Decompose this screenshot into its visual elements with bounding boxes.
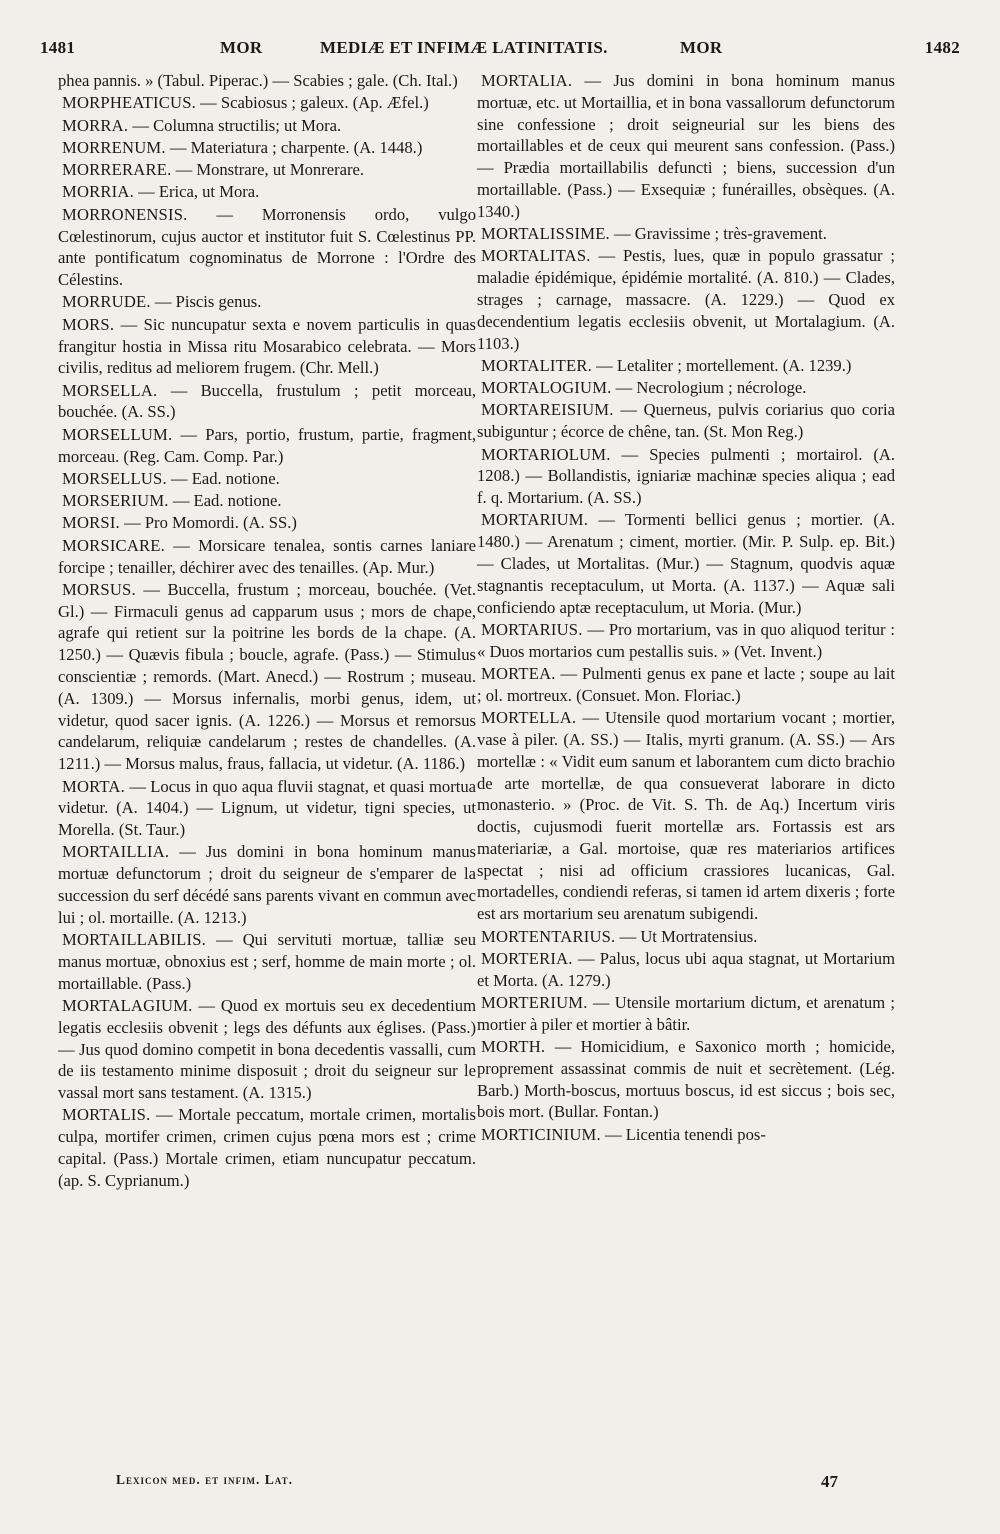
entry-definition: — Quod ex mortuis seu ex decedentium legatis ecclesiis obvenit ; legs des défunts aux églises. (Pass.) — Jus quod domino competit in bona decedentis vassalli, cum de iis testamento minime disposuit ; droit du seigneur sur le vassal mort sans testament. (A. 1315.) — [58, 995, 476, 1103]
dictionary-entry — [58, 92, 476, 114]
right-guide-word: MOR — [680, 38, 723, 57]
dictionary-entry — [477, 355, 895, 377]
entry-definition: — Species pulmenti ; mortairol. (A. 1208.) — Bollandistis, igniariæ machinæ species aliqua ; ead f. q. Mortarium. (A. SS.) — [477, 444, 895, 508]
left-page-number: 1481 — [40, 38, 76, 57]
dictionary-entry — [58, 115, 476, 137]
entry-headword: MORTALIA. — [481, 71, 573, 90]
dictionary-entry — [58, 468, 476, 490]
dictionary-entry — [477, 619, 895, 663]
dictionary-entry — [58, 380, 476, 424]
dictionary-entry — [58, 314, 476, 379]
entry-definition: — Querneus, pulvis coriarius quo coria subiguntur ; écorce de chêne, tan. (St. Mon Reg.) — [477, 400, 895, 442]
entry-headword: MORSELLA. — [62, 380, 158, 400]
entry-headword: MORTERIA. — [481, 948, 573, 968]
entry-headword: MORTALISSIME. — [481, 224, 610, 244]
right-column — [477, 70, 895, 1450]
entry-definition: — Pestis, lues, quæ in populo grassatur ; maladie épidémique, épidémie mortalité. (A. 810.) — Clades, strages ; carnage, massacre. (A. 1229.) — Quod ex decendentium legatis ecclesiis obvenit, ut Mortalagium. (A. 1103.) — [477, 246, 895, 353]
dictionary-entry — [477, 70, 895, 223]
entry-definition: — Erica, ut Mora. — [138, 182, 260, 202]
entry-definition: — Buccella, frustum ; morceau, bouchée. (Vet. Gl.) — Firmaculi genus ad capparum usus ; mors de chape, agrafe qui retient sur la poitrine les bords de la chape. (A. 1250.) — Quævis fibula ; boucle, agrafe. (Pass.) — Stimulus conscientiæ ; remords. (Mart. Anecd.) — Rostrum ; museau. (A. 1309.) — Morsus infernalis, morbi genus, idem, ut videtur, quod sacer ignis. (A. 1226.) — Morsus et remorsus candelarum, reliquiæ candelarum ; restes de chandelles. (A. 1211.) — Morsus malus, fraus, fallacia, ut videtur. (A. 1186.) — [58, 579, 476, 774]
entry-headword: MORRA. — [62, 115, 129, 135]
left-column — [58, 70, 476, 1450]
dictionary-entry — [477, 245, 895, 354]
entry-definition: — Licentia tenendi pos- — [605, 1124, 766, 1144]
dictionary-entry — [477, 1036, 895, 1123]
entry-definition: — Materiatura ; charpente. (A. 1448.) — [169, 137, 423, 157]
running-title: MEDIÆ ET INFIMÆ LATINITATIS. — [320, 38, 608, 57]
dictionary-entry — [477, 377, 895, 399]
entry-headword: MORTALITER. — [481, 355, 592, 375]
entry-headword: MORRERARE. — [62, 160, 172, 180]
entry-headword: MORTALIS. — [62, 1105, 151, 1125]
entry-headword: MORRUDE. — [62, 292, 151, 312]
entry-definition: — Pars, portio, frustum, partie, fragment, morceau. (Reg. Cam. Comp. Par.) — [58, 424, 476, 466]
entry-definition: — Ead. notione. — [170, 468, 280, 488]
entry-definition: — Mortale peccatum, mortale crimen, mortalis culpa, mortifer crimen, crimen cujus pœna mors est ; crime capital. (Pass.) Mortale crimen, etiam nuncupatur peccatum. (ap. S. Cyprianum.) — [58, 1105, 476, 1190]
entry-definition: — Tormenti bellici genus ; mortier. (A. 1480.) — Arenatum ; ciment, mortier. (Mir. P. Sulp. ep. Bit.) — Clades, ut Mortalitas. (Mur.) — Stagnum, quodvis aquæ stagnantis receptaculum, ut Morta. (A. 1137.) — Aquæ sali conficiendo aptæ receptaculum, ut Moria. (Mur.) — [477, 510, 895, 617]
entry-definition: phea pannis. » (Tabul. Piperac.) — Scabies ; gale. (Ch. Ital.) — [58, 71, 458, 90]
entry-headword: MORSI. — [62, 513, 120, 533]
dictionary-entry — [58, 535, 476, 579]
entry-headword: MORSUS. — [62, 579, 136, 599]
entry-headword: MORTARIOLUM. — [481, 444, 611, 464]
entry-headword: MORS. — [62, 314, 115, 334]
entry-headword: MORSERIUM. — [62, 491, 169, 511]
entry-headword: MORSELLUS. — [62, 468, 167, 488]
right-page-number: 1482 — [924, 38, 960, 57]
entry-definition: — Pro Momordi. (A. SS.) — [124, 513, 297, 533]
dictionary-entry — [58, 512, 476, 534]
dictionary-entry — [58, 776, 476, 841]
dictionary-entry — [58, 159, 476, 181]
entry-headword: MORSICARE. — [62, 535, 165, 555]
entry-definition: — Piscis genus. — [154, 292, 262, 312]
dictionary-entry — [477, 509, 895, 618]
entry-headword: MORPHEATICUS. — [62, 93, 196, 113]
entry-definition: — Scabiosus ; galeux. (Ap. Æfel.) — [200, 93, 429, 113]
entry-definition: — Monstrare, ut Monrerare. — [175, 160, 365, 180]
dictionary-entry — [477, 399, 895, 443]
dictionary-entry — [58, 204, 476, 291]
entry-definition: — Morsicare tenalea, sontis carnes laniare forcipe ; tenailler, déchirer avec des tenailles. (Ap. Mur.) — [58, 535, 476, 577]
entry-headword: MORTALOGIUM. — [481, 378, 612, 398]
entry-headword: MORTICINIUM. — [481, 1124, 601, 1144]
dictionary-entry — [58, 1104, 476, 1191]
entry-definition: — Morronensis ordo, vulgo Cœlestinorum, cujus auctor et institutor fuit S. Cœlestinus PP. ante pontificatum cognominatus de Morrone : l'Ordre des Célestins. — [58, 204, 476, 290]
entry-headword: MORTA. — [62, 776, 125, 796]
entry-definition: — Palus, locus ubi aqua stagnat, ut Mortarium et Morta. (A. 1279.) — [477, 948, 895, 990]
dictionary-entry — [58, 841, 476, 928]
entry-headword: MORRONENSIS. — [62, 204, 188, 224]
entry-headword: MORSELLUM. — [62, 424, 173, 444]
entry-definition: — Pro mortarium, vas in quo aliquod teritur : « Duos mortarios cum pestallis suis. » (Vet. Invent.) — [477, 619, 895, 661]
dictionary-entry — [477, 926, 895, 948]
dictionary-entry — [477, 663, 895, 707]
entry-definition: — Ead. notione. — [172, 491, 282, 511]
entry-headword: MORTALAGIUM. — [62, 995, 193, 1015]
dictionary-entry — [58, 424, 476, 468]
entry-definition: — Homicidium, e Saxonico morth ; homicide, proprement assassinat commis de nuit et secrètement. (Lég. Barb.) Morth-boscus, mortuus boscus, id est siccus ; bois sec, bois mort. (Bullar. Fontan.) — [477, 1037, 895, 1122]
entry-definition: — Utensile quod mortarium vocant ; mortier, vase à piler. (A. SS.) — Italis, myrti granum. (A. SS.) — Ars mortellæ : « Vidit eum sanum et laborantem cum dicto brachio de arte mortellæ, de qua consueverat laborare in dicto monasterio. » (Proc. de Vit. S. Th. de Aq.) Incertum viris doctis, cujusmodi fuerit mortellæ ars. Fortassis est ars materiariæ, a Gal. mortoise, quæ res materiarios artifices spectat ; nisi ad officium crassiores lucanicas, Gal. mortadelles, condiendi referas, si tamen id artem dixeris ; forte est ars mortarium seu arenatum subigendi. — [477, 708, 895, 924]
entry-headword: MORTENTARIUS. — [481, 926, 616, 946]
entry-headword: MORTH. — [481, 1037, 546, 1057]
dictionary-entry — [477, 223, 895, 245]
entry-headword: MORTARIUM. — [481, 510, 589, 530]
signature-number: 47 — [821, 1472, 838, 1491]
dictionary-entry — [477, 948, 895, 992]
entry-headword: MORRENUM. — [62, 137, 166, 157]
entry-definition: — Qui servituti mortuæ, talliæ seu manus mortuæ, obnoxius est ; serf, homme de main morte ; ol. mortaillable. (Pass.) — [58, 930, 476, 993]
entry-headword: MORTALITAS. — [481, 246, 591, 266]
page-footer — [116, 1472, 838, 1496]
entry-headword: MORTERIUM. — [481, 992, 588, 1012]
entry-definition: — Pulmenti genus ex pane et lacte ; soupe au lait ; ol. mortreux. (Consuet. Mon. Floriac.) — [477, 664, 895, 705]
entry-headword: MORTELLA. — [481, 708, 577, 728]
dictionary-entry — [58, 579, 476, 775]
dictionary-entry — [58, 137, 476, 159]
entry-definition: — Jus domini in bona hominum manus mortuæ, etc. ut Mortaillia, et in bona vassallorum defunctorum sine confessione ; droit seigneurial sur les biens des mortaillables et de ceux qui meurent sans confession. (Pass.) — Prædia mortaillabilis defuncti ; biens, succession d'un mortaillable. (Pass.) — Exsequiæ ; funérailles, obsèques. (A. 1340.) — [477, 71, 895, 221]
entry-definition: — Gravissime ; très-gravement. — [614, 224, 827, 244]
entry-definition: — Sic nuncupatur sexta e novem particulis in quas frangitur hostia in Missa ritu Mosarabico celebrata. — Mors civilis, reditus ad meliorem frugem. (Chr. Mell.) — [58, 314, 476, 378]
dictionary-entry — [58, 490, 476, 512]
entry-definition: — Jus domini in bona hominum manus mortuæ defunctorum ; droit du seigneur de s'emparer de la succession du serf décédé sans parents vivant en commun avec lui ; ol. mortaille. (A. 1213.) — [58, 842, 476, 927]
entry-definition: — Letaliter ; mortellement. (A. 1239.) — [596, 355, 852, 375]
entry-definition: — Columna structilis; ut Mora. — [132, 115, 342, 135]
entry-definition: — Necrologium ; nécrologe. — [615, 378, 807, 398]
entry-definition: — Locus in quo aqua fluvii stagnat, et quasi mortua videtur. (A. 1404.) — Lignum, ut videtur, tigni species, ut Morella. (St. Taur.) — [58, 776, 476, 840]
entry-headword: MORTAREISIUM. — [481, 400, 614, 420]
left-guide-word: MOR — [220, 38, 263, 57]
running-header — [40, 38, 960, 64]
entry-definition: — Ut Mortratensius. — [619, 926, 758, 946]
dictionary-entry — [477, 707, 895, 925]
entry-headword: MORTARIUS. — [481, 619, 583, 639]
entry-headword: MORTAILLIA. — [62, 842, 170, 862]
entry-headword: MORTEA. — [481, 664, 556, 684]
dictionary-entry — [58, 291, 476, 313]
dictionary-entry — [477, 992, 895, 1036]
entry-headword: MORTAILLABILIS. — [62, 930, 207, 950]
dictionary-entry — [58, 70, 476, 92]
entry-definition: — Utensile mortarium dictum, et arenatum ; mortier à piler et mortier à bâtir. — [477, 992, 895, 1034]
entry-headword: MORRIA. — [62, 182, 134, 202]
dictionary-entry — [477, 444, 895, 509]
dictionary-entry — [477, 1124, 895, 1146]
dictionary-entry — [58, 929, 476, 994]
dictionary-entry — [58, 181, 476, 203]
entry-definition: — Buccella, frustulum ; petit morceau, bouchée. (A. SS.) — [58, 380, 476, 422]
dictionary-entry — [58, 995, 476, 1104]
footer-signature: Lexicon med. et infim. Lat. — [116, 1472, 293, 1487]
